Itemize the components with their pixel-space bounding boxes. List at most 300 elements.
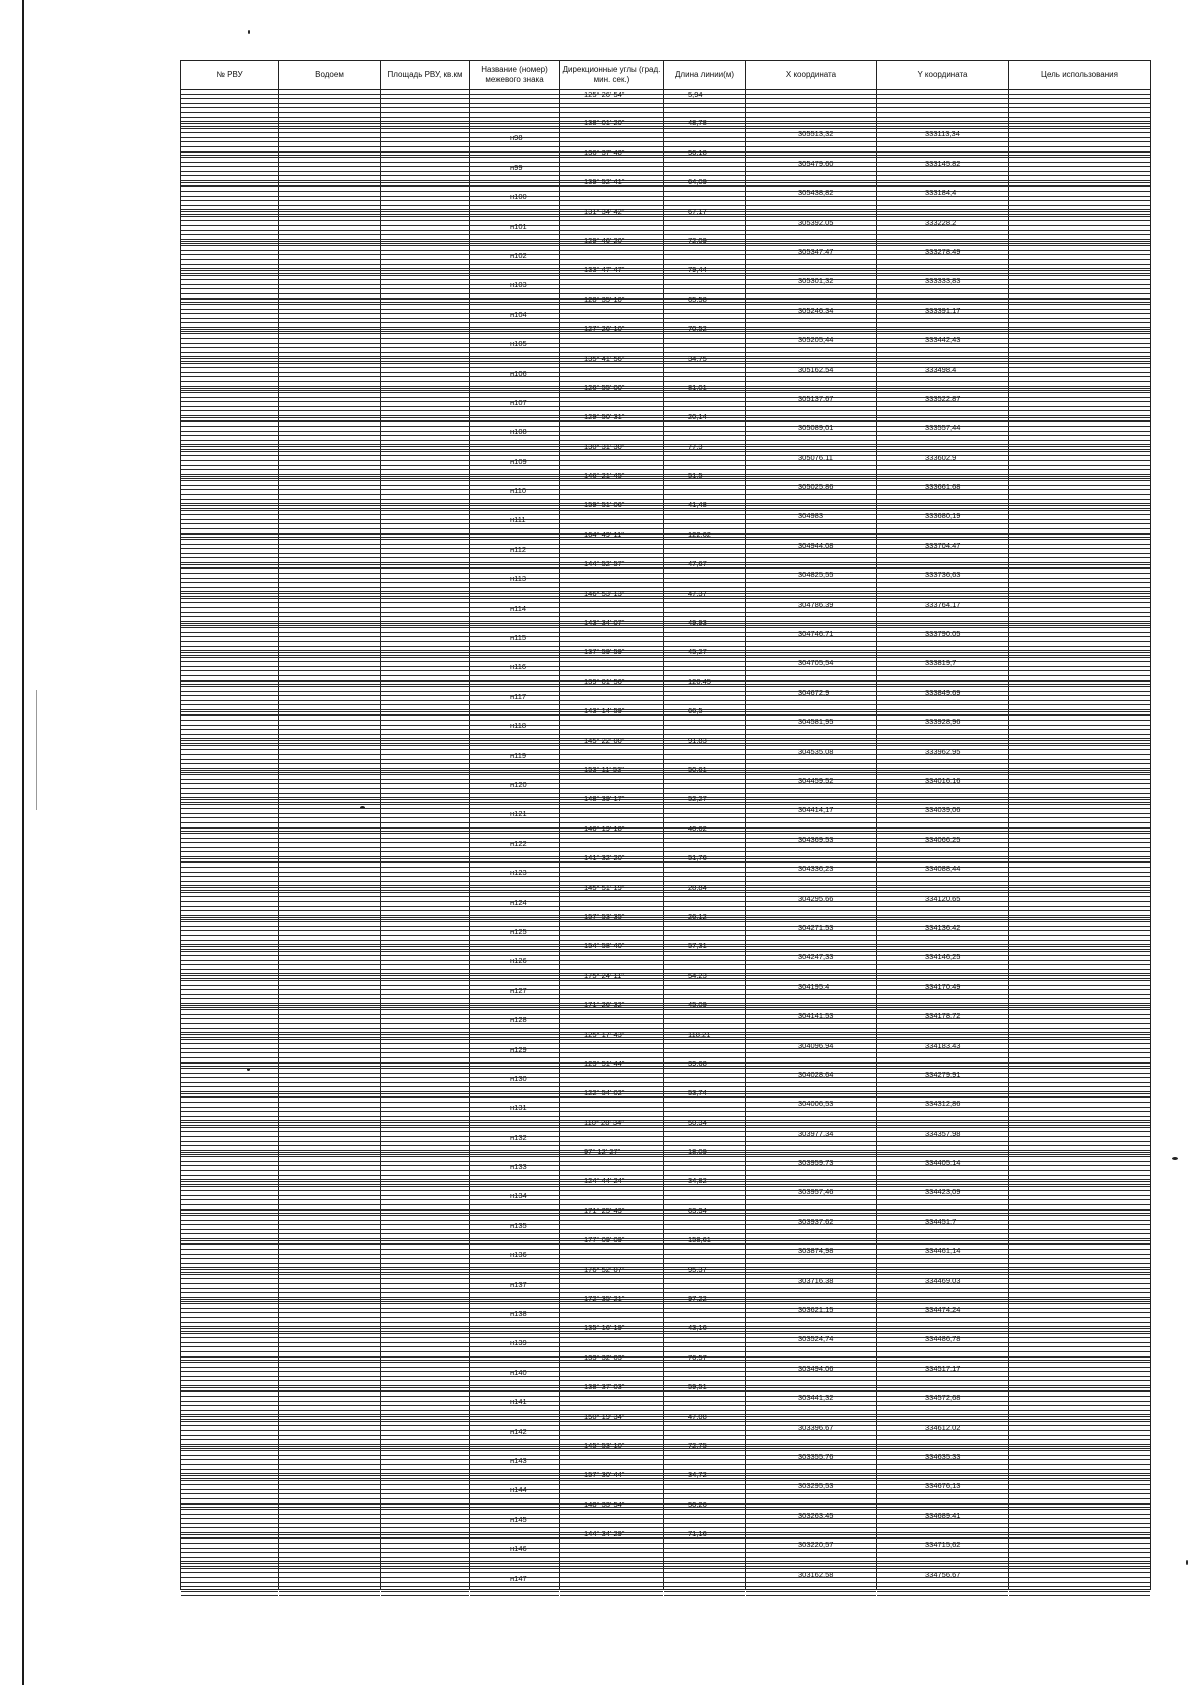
rvu-cell [181,119,279,148]
direction-angle-value: 139° 52' 41" [584,177,625,187]
table-row [181,237,1151,266]
x-coordinate-cell [746,472,877,501]
area-cell [381,1383,470,1412]
y-coordinate-value: 334486,78 [925,1334,961,1344]
y-coordinate-cell [877,149,1009,178]
marker-name-value: н127 [510,985,527,995]
area-cell [381,1324,470,1353]
x-coordinate-value: 304414,17 [798,805,834,815]
line-length-cell [664,355,746,384]
y-coordinate-value: 334146,25 [925,952,961,962]
direction-angle-value: 130° 31' 30" [584,441,625,451]
x-coordinate-cell [746,825,877,854]
x-coordinate-cell [746,149,877,178]
direction-angle-value: 143° 14' 59" [584,706,625,716]
table-row [181,443,1151,472]
y-coordinate-value: 333764,17 [925,599,961,609]
line-length-value: 91,83 [688,735,707,745]
marker-name-cell [470,1060,560,1089]
y-coordinate-value: 333228,2 [925,217,957,227]
y-coordinate-value: 333680,19 [925,511,961,521]
table-row [181,648,1151,677]
y-coordinate-cell [877,472,1009,501]
marker-name-value: н99 [510,162,523,172]
direction-angle-value: 131° 34' 42" [584,206,625,216]
y-coordinate-value: 334405,14 [925,1158,961,1168]
table-header-row [181,61,1151,90]
table-row [181,413,1151,442]
purpose-cell [1009,1354,1151,1383]
x-coordinate-value: 304825,55 [798,570,834,580]
water-body-cell [279,1031,381,1060]
y-coordinate-cell [877,1119,1009,1148]
purpose-cell [1009,501,1151,530]
x-coordinate-value: 304336,23 [798,864,834,874]
area-cell [381,1295,470,1324]
water-body-cell [279,1119,381,1148]
table-row [181,1001,1151,1030]
line-length-cell [664,90,746,120]
direction-angle-cell [560,737,664,766]
direction-angle-value: 124° 44' 24" [584,1176,625,1186]
purpose-cell [1009,119,1151,148]
marker-name-value: н122 [510,838,527,848]
direction-angle-cell [560,208,664,237]
y-coordinate-cell [877,1354,1009,1383]
direction-angle-cell [560,1148,664,1177]
line-length-value: 118,21 [688,1029,711,1039]
table-row [181,1530,1151,1559]
line-length-cell [664,1530,746,1559]
table-row [181,825,1151,854]
line-length-cell [664,266,746,295]
line-length-value: 41,48 [688,500,707,510]
x-coordinate-value: 303524,74 [798,1334,834,1344]
marker-name-cell [470,825,560,854]
x-coordinate-value: 303355,76 [798,1451,834,1461]
line-length-value: 45,27 [688,647,707,657]
line-length-value: 77,3 [688,441,703,451]
direction-angle-value: 138° 37' 03" [584,1382,625,1392]
purpose-cell [1009,590,1151,619]
marker-name-value: н107 [510,397,527,407]
y-coordinate-cell [877,1501,1009,1530]
water-body-cell [279,1207,381,1236]
x-coordinate-cell [746,1207,877,1236]
water-body-cell [279,1324,381,1353]
x-coordinate-cell [746,1324,877,1353]
marker-name-cell [470,1560,560,1590]
x-coordinate-cell [746,1471,877,1500]
y-coordinate-cell [877,90,1009,120]
water-body-cell [279,1236,381,1265]
y-coordinate-value: 334572,68 [925,1393,961,1403]
table-row [181,1236,1151,1265]
line-length-cell [664,942,746,971]
y-coordinate-value: 334120,65 [925,893,961,903]
rvu-cell [181,472,279,501]
x-coordinate-value: 304705,54 [798,658,834,668]
line-length-value: 81,01 [688,382,707,392]
x-coordinate-cell [746,1148,877,1177]
x-coordinate-value: 304746,71 [798,629,834,639]
area-cell [381,825,470,854]
x-coordinate-value: 304369,53 [798,834,834,844]
direction-angle-cell [560,1089,664,1118]
marker-name-value: н146 [510,1544,527,1554]
area-cell [381,178,470,207]
marker-name-value: н120 [510,779,527,789]
y-coordinate-cell [877,884,1009,913]
table-row [181,119,1151,148]
table-row [181,707,1151,736]
x-coordinate-cell [746,1295,877,1324]
line-length-value: 47,67 [688,559,707,569]
marker-name-cell [470,1501,560,1530]
y-coordinate-value: 334635,33 [925,1451,961,1461]
direction-angle-cell [560,1442,664,1471]
water-body-cell [279,325,381,354]
x-coordinate-cell [746,178,877,207]
rvu-cell [181,707,279,736]
line-length-cell [664,501,746,530]
y-coordinate-value: 333928,96 [925,717,961,727]
rvu-cell [181,737,279,766]
area-cell [381,942,470,971]
y-coordinate-value: 333736,63 [925,570,961,580]
water-body-cell [279,972,381,1001]
x-coordinate-value: 303396,67 [798,1422,834,1432]
x-coordinate-value: 303621,15 [798,1305,834,1315]
y-coordinate-cell [877,1031,1009,1060]
purpose-cell [1009,825,1151,854]
direction-angle-value: 141° 32' 20" [584,853,625,863]
purpose-cell [1009,1060,1151,1089]
line-length-value: 50,61 [688,764,707,774]
marker-name-value: н125 [510,926,527,936]
marker-name-cell [470,1383,560,1412]
table-row [181,766,1151,795]
marker-name-value: н141 [510,1397,527,1407]
area-cell [381,1442,470,1471]
marker-name-value: н116 [510,662,527,672]
y-coordinate-value: 334279,91 [925,1069,961,1079]
direction-angle-cell [560,795,664,824]
rvu-cell [181,795,279,824]
rvu-cell [181,1060,279,1089]
line-length-cell [664,296,746,325]
water-body-cell [279,1413,381,1442]
table-row [181,1501,1151,1530]
x-coordinate-cell [746,237,877,266]
marker-name-value: н135 [510,1220,527,1230]
direction-angle-cell [560,1031,664,1060]
marker-name-cell [470,178,560,207]
y-coordinate-cell [877,531,1009,560]
rvu-cell [181,1324,279,1353]
y-coordinate-cell [877,1148,1009,1177]
area-cell [381,1001,470,1030]
x-coordinate-cell [746,913,877,942]
rvu-cell [181,1001,279,1030]
direction-angle-cell [560,472,664,501]
rvu-cell [181,1295,279,1324]
marker-name-cell [470,590,560,619]
marker-name-value: н133 [510,1162,527,1172]
water-body-cell [279,237,381,266]
purpose-cell [1009,1236,1151,1265]
y-coordinate-cell [877,1471,1009,1500]
y-coordinate-value: 334088,44 [925,864,961,874]
area-cell [381,119,470,148]
x-coordinate-value: 303977,34 [798,1128,834,1138]
line-length-cell [664,1471,746,1500]
direction-angle-value: 154° 58' 40" [584,941,625,951]
x-coordinate-value: 304271,53 [798,922,834,932]
area-cell [381,1560,470,1590]
area-cell [381,531,470,560]
marker-name-cell [470,1148,560,1177]
y-coordinate-cell [877,1266,1009,1295]
marker-name-value: н138 [510,1309,527,1319]
direction-angle-cell [560,560,664,589]
direction-angle-value: 144° 52' 57" [584,559,625,569]
col-header-line-length: Длина линии(м) [664,61,746,90]
line-length-value: 65,58 [688,294,707,304]
x-coordinate-cell [746,1001,877,1030]
direction-angle-value: 123° 51' 44" [584,1058,625,1068]
direction-angle-cell [560,237,664,266]
marker-name-value: н140 [510,1367,527,1377]
x-coordinate-value: 303441,32 [798,1393,834,1403]
rvu-cell [181,208,279,237]
table-row [181,1560,1151,1590]
rvu-cell [181,90,279,120]
line-length-cell [664,1560,746,1590]
y-coordinate-cell [877,266,1009,295]
y-coordinate-value: 334312,86 [925,1099,961,1109]
line-length-cell [664,1324,746,1353]
direction-angle-value: 110° 28' 34" [584,1117,624,1127]
y-coordinate-value: 334451,7 [925,1216,957,1226]
area-cell [381,1501,470,1530]
marker-name-value: н131 [510,1103,527,1113]
water-body-cell [279,1471,381,1500]
rvu-cell [181,766,279,795]
area-cell [381,208,470,237]
scan-speck [248,30,250,34]
table-row [181,854,1151,883]
marker-name-cell [470,913,560,942]
marker-name-cell [470,149,560,178]
marker-name-value: н111 [510,515,526,525]
x-coordinate-value: 304028,64 [798,1069,834,1079]
line-length-value: 79,44 [688,265,707,275]
line-length-value: 26,12 [688,911,707,921]
line-length-cell [664,1001,746,1030]
y-coordinate-cell [877,854,1009,883]
water-body-cell [279,619,381,648]
x-coordinate-value: 303957,46 [798,1187,834,1197]
line-length-value: 59,51 [688,1382,707,1392]
direction-angle-value: 164° 49' 11" [584,529,624,539]
line-length-value: 50,26 [688,1499,707,1509]
rvu-cell [181,648,279,677]
table-row [181,355,1151,384]
area-cell [381,707,470,736]
direction-angle-value: 175° 24' 11" [584,970,624,980]
x-coordinate-value: 304786,39 [798,599,834,609]
y-coordinate-cell [877,1236,1009,1265]
table-row [181,1354,1151,1383]
rvu-cell [181,149,279,178]
y-coordinate-value: 333278,49 [925,246,961,256]
area-cell [381,1119,470,1148]
line-length-value: 52,27 [688,794,707,804]
line-length-cell [664,531,746,560]
purpose-cell [1009,1031,1151,1060]
water-body-cell [279,1354,381,1383]
line-length-value: 5,94 [688,90,703,99]
water-body-cell [279,1530,381,1559]
rvu-cell [181,1530,279,1559]
x-coordinate-cell [746,942,877,971]
direction-angle-cell [560,972,664,1001]
direction-angle-value: 135° 16' 19" [584,1323,625,1333]
y-coordinate-cell [877,942,1009,971]
direction-angle-value: 157° 53' 35" [584,911,625,921]
water-body-cell [279,1442,381,1471]
purpose-cell [1009,854,1151,883]
line-length-cell [664,795,746,824]
x-coordinate-cell [746,325,877,354]
direction-angle-cell [560,884,664,913]
y-coordinate-cell [877,413,1009,442]
line-length-cell [664,648,746,677]
water-body-cell [279,501,381,530]
x-coordinate-cell [746,766,877,795]
line-length-cell [664,560,746,589]
col-header-x-coordinate: Х координата [746,61,877,90]
direction-angle-cell [560,1501,664,1530]
table-row [181,1324,1151,1353]
purpose-cell [1009,208,1151,237]
line-length-value: 70,52 [688,324,707,334]
water-body-cell [279,443,381,472]
line-length-cell [664,854,746,883]
line-length-cell [664,178,746,207]
area-cell [381,1530,470,1559]
table-row [181,1383,1151,1412]
marker-name-value: н112 [510,544,527,554]
y-coordinate-value: 334715,62 [925,1540,961,1550]
line-length-cell [664,413,746,442]
water-body-cell [279,355,381,384]
direction-angle-value: 126° 55' 00" [584,382,625,392]
direction-angle-cell [560,1001,664,1030]
marker-name-value: н142 [510,1426,527,1436]
marker-name-value: н136 [510,1250,527,1260]
direction-angle-value: 159° 51' 06" [584,500,625,510]
x-coordinate-cell [746,560,877,589]
line-length-value: 28,84 [688,882,707,892]
line-length-cell [664,1236,746,1265]
table-row [181,149,1151,178]
x-coordinate-value: 305513,32 [798,129,834,139]
direction-angle-cell [560,913,664,942]
rvu-cell [181,325,279,354]
marker-name-value: н144 [510,1485,527,1495]
purpose-cell [1009,560,1151,589]
col-header-area: Площадь РВУ, кв.км [381,61,470,90]
direction-angle-value: 146° 19' 18" [584,823,625,833]
table-row [181,1207,1151,1236]
purpose-cell [1009,531,1151,560]
x-coordinate-value: 303937,62 [798,1216,834,1226]
table-row [181,178,1151,207]
rvu-cell [181,1383,279,1412]
direction-angle-value: 145° 53' 10" [584,1440,625,1450]
purpose-cell [1009,384,1151,413]
y-coordinate-cell [877,1324,1009,1353]
marker-name-cell [470,237,560,266]
line-length-cell [664,1031,746,1060]
x-coordinate-cell [746,296,877,325]
marker-name-value: н113 [510,574,527,584]
direction-angle-cell [560,443,664,472]
line-length-cell [664,825,746,854]
purpose-cell [1009,355,1151,384]
line-length-value: 45,09 [688,1000,707,1010]
x-coordinate-cell [746,1501,877,1530]
y-coordinate-cell [877,325,1009,354]
direction-angle-cell [560,90,664,120]
area-cell [381,443,470,472]
x-coordinate-value: 303716,38 [798,1275,834,1285]
purpose-cell [1009,913,1151,942]
direction-angle-cell [560,531,664,560]
direction-angle-cell [560,266,664,295]
marker-name-value: н115 [510,633,527,643]
marker-name-value: н128 [510,1015,527,1025]
y-coordinate-cell [877,208,1009,237]
line-length-cell [664,472,746,501]
water-body-cell [279,119,381,148]
y-coordinate-cell [877,1295,1009,1324]
table-body [181,90,1151,1590]
marker-name-cell [470,1324,560,1353]
purpose-cell [1009,1295,1151,1324]
y-coordinate-cell [877,766,1009,795]
marker-name-value: н108 [510,427,527,437]
purpose-cell [1009,413,1151,442]
marker-name-cell [470,648,560,677]
purpose-cell [1009,266,1151,295]
line-length-cell [664,1266,746,1295]
y-coordinate-cell [877,237,1009,266]
marker-name-cell [470,972,560,1001]
rvu-cell [181,1471,279,1500]
marker-name-value: н104 [510,309,527,319]
y-coordinate-cell [877,1413,1009,1442]
line-length-cell [664,1442,746,1471]
water-body-cell [279,766,381,795]
direction-angle-cell [560,619,664,648]
area-cell [381,884,470,913]
y-coordinate-value: 334136,42 [925,922,961,932]
table-row [181,1177,1151,1206]
x-coordinate-value: 303162,58 [798,1569,834,1579]
